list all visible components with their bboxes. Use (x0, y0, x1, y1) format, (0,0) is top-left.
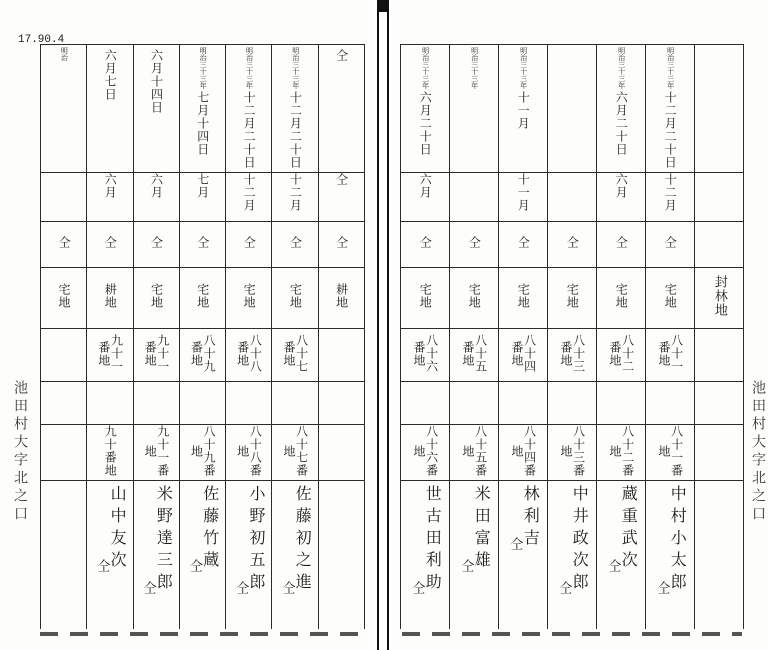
land-type-cell (318, 267, 364, 328)
owner-cell (548, 480, 597, 629)
era-label: 明治三十三年 (291, 47, 300, 89)
ditto-cell (272, 221, 318, 267)
ditto-cell-text: 仝 (565, 236, 580, 250)
ledger-row (41, 45, 365, 173)
ditto-cell-text: 仝 (663, 236, 678, 250)
lot-number-cell (401, 328, 450, 382)
land-type-cell (226, 267, 272, 328)
area-cell (499, 382, 548, 425)
ditto-mark: 仝 (233, 580, 249, 595)
era-label: 明治三十三年 (666, 47, 675, 89)
new-lot-cell (450, 425, 499, 481)
area-cell (226, 382, 272, 425)
land-type-cell (548, 267, 597, 328)
month-cell (272, 172, 318, 221)
land-type-cell-text: 耕地 (334, 283, 349, 310)
ditto-cell-text: 仝 (149, 236, 164, 250)
area-cell (597, 382, 646, 425)
month-cell-text: 十一月 (516, 172, 531, 212)
new-lot-cell (179, 425, 225, 481)
land-type-cell (87, 267, 133, 328)
date-cell (87, 45, 133, 173)
date-cell (272, 45, 318, 173)
right-ledger-table (400, 44, 744, 629)
owner-name: 佐藤竹蔵 (200, 484, 220, 573)
month-cell (597, 172, 646, 221)
month-cell-text: 十二月 (242, 172, 257, 212)
owner-cell (646, 480, 695, 629)
ditto-cell-text: 仝 (103, 236, 118, 250)
date-cell-text: 仝 (334, 49, 349, 62)
date-cell (41, 45, 87, 173)
new-lot-cell-text: 八十三番地 (559, 425, 586, 478)
ditto-cell-text: 仝 (56, 236, 71, 250)
new-lot-cell-text: 八十八番地 (235, 425, 263, 478)
owner-name: 佐藤初之進 (293, 484, 313, 595)
owner-cell (401, 480, 450, 629)
ditto-cell (226, 221, 272, 267)
era-label: 明治三十三年 (519, 47, 528, 89)
new-lot-cell (41, 425, 87, 481)
forest-land-note: 封林地 (711, 275, 727, 318)
lot-number-cell-text: 八十九番地 (189, 334, 217, 374)
owner-cell (695, 480, 744, 629)
owner-name: 世古田利助 (423, 484, 443, 595)
land-type-cell (133, 267, 179, 328)
ditto-cell-text: 仝 (516, 236, 531, 250)
ditto-cell-text: 仝 (242, 236, 257, 250)
land-type-cell-text: 宅地 (418, 283, 433, 310)
ditto-cell (597, 221, 646, 267)
ditto-cell (695, 221, 744, 267)
ditto-mark: 仝 (94, 558, 110, 573)
lot-number-cell (133, 328, 179, 382)
new-lot-cell (272, 425, 318, 481)
lot-number-cell (41, 328, 87, 382)
land-type-cell-text: 宅地 (195, 283, 210, 310)
ditto-mark: 仝 (458, 558, 474, 573)
month-cell-text: 六月 (149, 172, 164, 199)
owner-name: 中井政次郎 (570, 484, 590, 595)
lot-number-cell (450, 328, 499, 382)
month-cell-text: 六月 (418, 172, 433, 199)
owner-cell (499, 480, 548, 629)
month-cell (133, 172, 179, 221)
lot-number-cell (87, 328, 133, 382)
month-cell (548, 172, 597, 221)
ditto-mark: 仝 (186, 558, 202, 573)
era-label: 明治三十三年 (421, 47, 430, 89)
ditto-mark: 仝 (140, 580, 156, 595)
right-page (392, 0, 768, 650)
land-type-cell-text: 宅地 (565, 283, 580, 310)
owner-name: 山中友次 (108, 484, 128, 573)
era-label: 明治三十三年 (470, 47, 479, 89)
owner-name: 米田富雄 (472, 484, 492, 573)
owner-cell (41, 480, 87, 629)
new-lot-cell-text: 九十一番地 (143, 425, 170, 478)
new-lot-cell (499, 425, 548, 481)
land-type-cell-text: 宅地 (288, 283, 303, 310)
owner-name: 林利吉 (521, 484, 541, 551)
right-bottom-rule (402, 632, 742, 636)
new-lot-cell (226, 425, 272, 481)
date-cell-text: 七月十四日 (195, 91, 210, 156)
date-cell (401, 45, 450, 173)
date-cell (499, 45, 548, 173)
date-cell-text: 六月七日 (103, 49, 118, 101)
land-type-cell-text: 宅地 (516, 283, 531, 310)
date-cell (695, 45, 744, 173)
date-cell (318, 45, 364, 173)
right-margin-text: 池田村大字北之口 (750, 380, 766, 524)
lot-number-cell-text: 八十七番地 (282, 334, 309, 374)
new-lot-cell (87, 425, 133, 481)
lot-number-cell-text: 八十六番地 (412, 334, 439, 374)
month-cell (226, 172, 272, 221)
area-cell (548, 382, 597, 425)
land-type-cell-text: 耕地 (103, 283, 118, 310)
lot-number-cell (597, 328, 646, 382)
new-lot-cell-text: 八十七番地 (282, 425, 309, 478)
lot-number-cell (318, 328, 364, 382)
left-margin-text: 池田村大字北之口 (12, 380, 28, 524)
ledger-row (41, 425, 365, 481)
date-cell (133, 45, 179, 173)
ledger-row (401, 172, 744, 221)
month-cell (695, 172, 744, 221)
land-type-cell (646, 267, 695, 328)
lot-number-cell (548, 328, 597, 382)
area-cell (87, 382, 133, 425)
lot-number-cell (226, 328, 272, 382)
land-type-cell-text: 宅地 (663, 283, 678, 310)
land-type-cell-text: 宅地 (149, 283, 164, 310)
ditto-cell (450, 221, 499, 267)
book-gutter (374, 0, 392, 650)
month-cell-text: 六月 (103, 172, 118, 199)
ditto-cell (318, 221, 364, 267)
ledger-row (401, 45, 744, 173)
new-lot-cell-text: 八十五番地 (461, 425, 488, 478)
month-cell (41, 172, 87, 221)
month-cell-text: 仝 (334, 172, 349, 186)
new-lot-cell (646, 425, 695, 481)
date-cell-text: 十二月二十日 (242, 91, 257, 169)
lot-number-cell-text: 八十八番地 (235, 334, 263, 374)
area-cell (318, 382, 364, 425)
area-cell (272, 382, 318, 425)
date-cell-text: 十二月二十日 (288, 91, 303, 169)
ditto-mark: 仝 (279, 580, 295, 595)
land-type-cell-text: 宅地 (56, 283, 71, 310)
month-cell (318, 172, 364, 221)
ledger-row (401, 425, 744, 481)
owner-cell (179, 480, 225, 629)
date-cell (548, 45, 597, 173)
area-cell (646, 382, 695, 425)
month-cell (450, 172, 499, 221)
owner-name: 小野初五郎 (246, 484, 266, 595)
lot-number-cell (499, 328, 548, 382)
lot-number-cell (646, 328, 695, 382)
ditto-cell (133, 221, 179, 267)
land-type-cell (179, 267, 225, 328)
new-lot-cell (597, 425, 646, 481)
ledger-row (41, 267, 365, 328)
era-label: 明治三十三年 (199, 47, 208, 89)
new-lot-cell-text: 八十九番地 (189, 425, 217, 478)
date-cell-text: 十一月 (516, 91, 531, 130)
new-lot-cell-text: 九十番地 (103, 425, 118, 478)
lot-number-cell-text: 八十三番地 (559, 334, 586, 374)
ditto-cell (87, 221, 133, 267)
owner-cell (318, 480, 364, 629)
ledger-row (41, 328, 365, 382)
new-lot-cell (318, 425, 364, 481)
area-cell (450, 382, 499, 425)
date-cell (226, 45, 272, 173)
left-ledger-table (40, 44, 365, 629)
owner-name: 中村小太郎 (668, 484, 688, 595)
lot-number-cell (179, 328, 225, 382)
owner-cell (272, 480, 318, 629)
owner-cell (133, 480, 179, 629)
land-type-cell-text: 宅地 (242, 283, 257, 310)
lot-number-cell-text: 九十一番地 (143, 334, 170, 374)
date-cell-text: 六月十四日 (149, 49, 164, 114)
owner-cell (87, 480, 133, 629)
month-cell (87, 172, 133, 221)
ditto-cell (41, 221, 87, 267)
ditto-cell-text: 仝 (614, 236, 629, 250)
lot-number-cell-text: 九十一番地 (96, 334, 124, 374)
date-cell (179, 45, 225, 173)
ditto-cell-text: 仝 (334, 236, 349, 250)
lot-number-cell-text: 八十二番地 (608, 334, 635, 374)
land-type-cell (695, 267, 744, 328)
ledger-row (401, 382, 744, 425)
new-lot-cell (133, 425, 179, 481)
land-type-cell (450, 267, 499, 328)
era-label: 明治 (60, 47, 69, 61)
month-cell (401, 172, 450, 221)
ledger-row (41, 480, 365, 629)
owner-name: 米野達三郎 (154, 484, 174, 595)
new-lot-cell-text: 八十一番地 (657, 425, 684, 478)
area-cell (401, 382, 450, 425)
ditto-mark: 仝 (409, 580, 425, 595)
lot-number-cell-text: 八十四番地 (510, 334, 537, 374)
ditto-mark: 仝 (507, 536, 523, 551)
land-type-cell (41, 267, 87, 328)
month-cell (646, 172, 695, 221)
ditto-mark: 仝 (556, 580, 572, 595)
new-lot-cell (695, 425, 744, 481)
new-lot-cell (401, 425, 450, 481)
ditto-cell (179, 221, 225, 267)
land-type-cell (499, 267, 548, 328)
left-bottom-rule (40, 632, 360, 636)
lot-number-cell (695, 328, 744, 382)
new-lot-cell-text: 八十四番地 (510, 425, 537, 478)
land-type-cell (597, 267, 646, 328)
owner-cell (226, 480, 272, 629)
ditto-cell-text: 仝 (467, 236, 482, 250)
land-type-cell (401, 267, 450, 328)
ditto-mark: 仝 (654, 580, 670, 595)
area-cell (695, 382, 744, 425)
area-cell (179, 382, 225, 425)
ledger-row (41, 172, 365, 221)
month-cell (179, 172, 225, 221)
date-cell-text: 十二月二十日 (663, 91, 678, 169)
date-cell-text: 六月二十日 (418, 91, 433, 156)
land-type-cell (272, 267, 318, 328)
lot-number-cell-text: 八十一番地 (657, 334, 684, 374)
ditto-cell (548, 221, 597, 267)
new-lot-cell (548, 425, 597, 481)
area-cell (41, 382, 87, 425)
area-cell (133, 382, 179, 425)
new-lot-cell-text: 八十二番地 (608, 425, 635, 478)
ditto-mark: 仝 (605, 558, 621, 573)
date-cell-text: 六月二十日 (614, 91, 629, 156)
left-page (0, 0, 374, 650)
ditto-cell (401, 221, 450, 267)
owner-cell (597, 480, 646, 629)
era-label: 明治三十三年 (245, 47, 254, 89)
lot-number-cell (272, 328, 318, 382)
ledger-row (401, 328, 744, 382)
ditto-cell-text: 仝 (418, 236, 433, 250)
date-cell (450, 45, 499, 173)
month-cell (499, 172, 548, 221)
ditto-cell-text: 仝 (288, 236, 303, 250)
land-type-cell-text: 宅地 (467, 283, 482, 310)
owner-cell (450, 480, 499, 629)
ditto-cell (499, 221, 548, 267)
lot-number-cell-text: 八十五番地 (461, 334, 488, 374)
page-number: 17.90.4 (18, 34, 65, 46)
ledger-row (41, 382, 365, 425)
ledger-row (41, 221, 365, 267)
date-cell (646, 45, 695, 173)
land-type-cell-text: 宅地 (614, 283, 629, 310)
ditto-cell-text: 仝 (195, 236, 210, 250)
ledger-row (401, 221, 744, 267)
date-cell (597, 45, 646, 173)
month-cell-text: 十二月 (288, 172, 303, 212)
owner-name: 蔵重武次 (619, 484, 639, 573)
new-lot-cell-text: 八十六番地 (412, 425, 439, 478)
era-label: 明治三十三年 (617, 47, 626, 89)
month-cell-text: 十二月 (663, 172, 678, 212)
month-cell-text: 七月 (195, 172, 210, 199)
ledger-row (401, 267, 744, 328)
ditto-cell (646, 221, 695, 267)
ledger-row (401, 480, 744, 629)
month-cell-text: 六月 (614, 172, 629, 199)
